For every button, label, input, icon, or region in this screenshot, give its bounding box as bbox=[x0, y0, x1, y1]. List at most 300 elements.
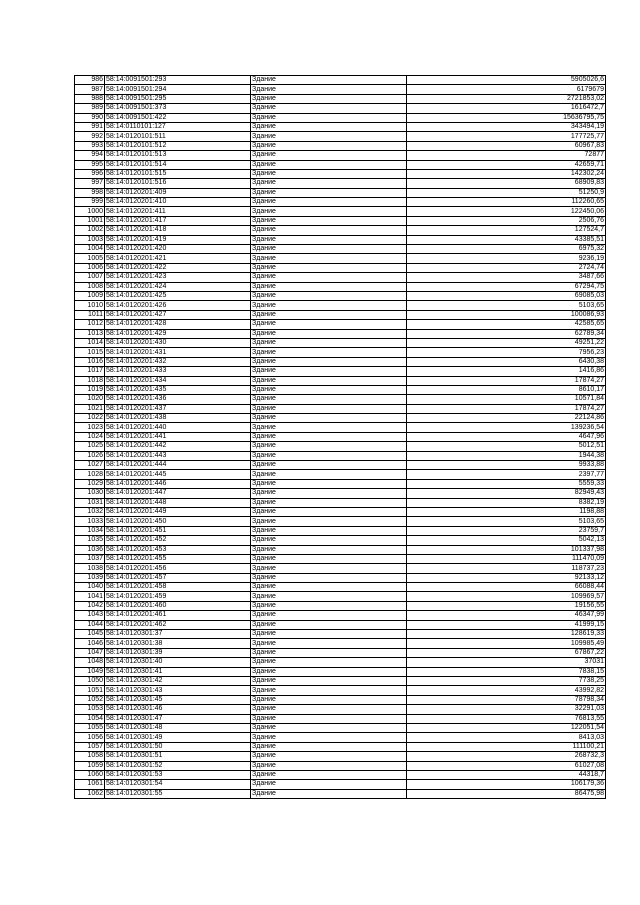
table-row bbox=[75, 395, 606, 404]
value-cell: 61027,08 bbox=[407, 761, 606, 770]
cadastral-number-cell: 58:14:0120201:436 bbox=[105, 395, 251, 404]
value-cell: 1198,88 bbox=[407, 507, 606, 516]
object-type-cell: Здание bbox=[251, 282, 407, 291]
value-cell: 51250,9 bbox=[407, 188, 606, 197]
row-number-cell: 1005 bbox=[75, 254, 105, 263]
row-number-cell: 1042 bbox=[75, 601, 105, 610]
row-number-cell: 1032 bbox=[75, 507, 105, 516]
value-cell: 1944,38 bbox=[407, 451, 606, 460]
value-cell: 19156,55 bbox=[407, 601, 606, 610]
value-cell: 43385,51 bbox=[407, 235, 606, 244]
cadastral-number-cell: 58:14:0120201:447 bbox=[105, 489, 251, 498]
object-type-cell: Здание bbox=[251, 479, 407, 488]
table-row bbox=[75, 385, 606, 394]
value-cell: 41999,15 bbox=[407, 620, 606, 629]
object-type-cell: Здание bbox=[251, 122, 407, 131]
value-cell: 122450,06 bbox=[407, 207, 606, 216]
table-row bbox=[75, 151, 606, 160]
value-cell: 82949,43 bbox=[407, 489, 606, 498]
cadastral-number-cell: 58:14:0120201:423 bbox=[105, 273, 251, 282]
table-row bbox=[75, 198, 606, 207]
row-number-cell: 1057 bbox=[75, 742, 105, 751]
table-row bbox=[75, 310, 606, 319]
cadastral-number-cell: 58:14:0120201:451 bbox=[105, 526, 251, 535]
table-row bbox=[75, 122, 606, 131]
object-type-cell: Здание bbox=[251, 667, 407, 676]
cadastral-number-cell: 58:14:0120201:440 bbox=[105, 423, 251, 432]
cadastral-number-cell: 58:14:0120101:515 bbox=[105, 169, 251, 178]
row-number-cell: 989 bbox=[75, 104, 105, 113]
table-row bbox=[75, 461, 606, 470]
table-row bbox=[75, 592, 606, 601]
table-row bbox=[75, 507, 606, 516]
table-row bbox=[75, 742, 606, 751]
value-cell: 5905026,6 bbox=[407, 76, 606, 85]
cadastral-number-cell: 58:14:0120301:37 bbox=[105, 630, 251, 639]
value-cell: 109985,49 bbox=[407, 639, 606, 648]
table-row bbox=[75, 169, 606, 178]
cadastral-number-cell: 58:14:0120201:453 bbox=[105, 545, 251, 554]
cadastral-number-cell: 58:14:0120201:444 bbox=[105, 461, 251, 470]
cadastral-number-cell: 58:14:0120301:46 bbox=[105, 705, 251, 714]
cadastral-number-cell: 58:14:0120201:431 bbox=[105, 348, 251, 357]
object-type-cell: Здание bbox=[251, 564, 407, 573]
row-number-cell: 1051 bbox=[75, 686, 105, 695]
row-number-cell: 1060 bbox=[75, 770, 105, 779]
object-type-cell: Здание bbox=[251, 517, 407, 526]
row-number-cell: 1058 bbox=[75, 752, 105, 761]
object-type-cell: Здание bbox=[251, 141, 407, 150]
table-row bbox=[75, 489, 606, 498]
value-cell: 106179,36 bbox=[407, 780, 606, 789]
value-cell: 5559,33 bbox=[407, 479, 606, 488]
row-number-cell: 1021 bbox=[75, 404, 105, 413]
table-row bbox=[75, 291, 606, 300]
object-type-cell: Здание bbox=[251, 254, 407, 263]
cadastral-number-cell: 58:14:0120201:435 bbox=[105, 385, 251, 394]
value-cell: 5103,65 bbox=[407, 301, 606, 310]
object-type-cell: Здание bbox=[251, 507, 407, 516]
value-cell: 49251,22 bbox=[407, 338, 606, 347]
table-row bbox=[75, 554, 606, 563]
row-number-cell: 1006 bbox=[75, 263, 105, 272]
cadastral-number-cell: 58:14:0091501:295 bbox=[105, 94, 251, 103]
value-cell: 111470,09 bbox=[407, 554, 606, 563]
object-type-cell: Здание bbox=[251, 780, 407, 789]
object-type-cell: Здание bbox=[251, 714, 407, 723]
row-number-cell: 1045 bbox=[75, 630, 105, 639]
object-type-cell: Здание bbox=[251, 536, 407, 545]
table-row bbox=[75, 545, 606, 554]
object-type-cell: Здание bbox=[251, 601, 407, 610]
object-type-cell: Здание bbox=[251, 169, 407, 178]
value-cell: 3487,66 bbox=[407, 273, 606, 282]
value-cell: 76813,55 bbox=[407, 714, 606, 723]
cadastral-number-cell: 58:14:0120201:452 bbox=[105, 536, 251, 545]
table-row bbox=[75, 470, 606, 479]
row-number-cell: 1027 bbox=[75, 461, 105, 470]
object-type-cell: Здание bbox=[251, 545, 407, 554]
value-cell: 7838,15 bbox=[407, 667, 606, 676]
row-number-cell: 995 bbox=[75, 160, 105, 169]
value-cell: 2506,76 bbox=[407, 216, 606, 225]
object-type-cell: Здание bbox=[251, 770, 407, 779]
table-row bbox=[75, 639, 606, 648]
value-cell: 343494,19 bbox=[407, 122, 606, 131]
row-number-cell: 992 bbox=[75, 132, 105, 141]
table-row bbox=[75, 611, 606, 620]
table-row bbox=[75, 601, 606, 610]
row-number-cell: 1020 bbox=[75, 395, 105, 404]
object-type-cell: Здание bbox=[251, 338, 407, 347]
table-row bbox=[75, 226, 606, 235]
cadastral-number-cell: 58:14:0120201:437 bbox=[105, 404, 251, 413]
cadastral-number-cell: 58:14:0120201:422 bbox=[105, 263, 251, 272]
value-cell: 9236,19 bbox=[407, 254, 606, 263]
row-number-cell: 1050 bbox=[75, 677, 105, 686]
row-number-cell: 1017 bbox=[75, 367, 105, 376]
value-cell: 69085,03 bbox=[407, 291, 606, 300]
cadastral-number-cell: 58:14:0120201:410 bbox=[105, 198, 251, 207]
row-number-cell: 1040 bbox=[75, 583, 105, 592]
row-number-cell: 1062 bbox=[75, 789, 105, 798]
value-cell: 62789,34 bbox=[407, 329, 606, 338]
table-row bbox=[75, 714, 606, 723]
object-type-cell: Здание bbox=[251, 752, 407, 761]
cadastral-number-cell: 58:14:0120201:426 bbox=[105, 301, 251, 310]
cadastral-number-cell: 58:14:0120201:425 bbox=[105, 291, 251, 300]
table-row bbox=[75, 357, 606, 366]
object-type-cell: Здание bbox=[251, 198, 407, 207]
cadastral-number-cell: 58:14:0120201:441 bbox=[105, 432, 251, 441]
value-cell: 127524,7 bbox=[407, 226, 606, 235]
object-type-cell: Здание bbox=[251, 583, 407, 592]
row-number-cell: 1008 bbox=[75, 282, 105, 291]
table-row bbox=[75, 564, 606, 573]
object-type-cell: Здание bbox=[251, 273, 407, 282]
object-type-cell: Здание bbox=[251, 573, 407, 582]
table-row bbox=[75, 573, 606, 582]
value-cell: 5103,65 bbox=[407, 517, 606, 526]
row-number-cell: 1035 bbox=[75, 536, 105, 545]
value-cell: 60967,83 bbox=[407, 141, 606, 150]
table-row bbox=[75, 348, 606, 357]
table-row bbox=[75, 245, 606, 254]
object-type-cell: Здание bbox=[251, 470, 407, 479]
row-number-cell: 1049 bbox=[75, 667, 105, 676]
object-type-cell: Здание bbox=[251, 310, 407, 319]
cadastral-number-cell: 58:14:0120301:43 bbox=[105, 686, 251, 695]
value-cell: 92133,12 bbox=[407, 573, 606, 582]
table-row bbox=[75, 695, 606, 704]
value-cell: 9933,88 bbox=[407, 461, 606, 470]
object-type-cell: Здание bbox=[251, 677, 407, 686]
row-number-cell: 996 bbox=[75, 169, 105, 178]
table-row bbox=[75, 207, 606, 216]
cadastral-number-cell: 58:14:0120301:52 bbox=[105, 761, 251, 770]
cadastral-number-cell: 58:14:0120201:450 bbox=[105, 517, 251, 526]
value-cell: 268732,3 bbox=[407, 752, 606, 761]
object-type-cell: Здание bbox=[251, 620, 407, 629]
value-cell: 7956,23 bbox=[407, 348, 606, 357]
cadastral-number-cell: 58:14:0120201:455 bbox=[105, 554, 251, 563]
row-number-cell: 1025 bbox=[75, 442, 105, 451]
row-number-cell: 1029 bbox=[75, 479, 105, 488]
object-type-cell: Здание bbox=[251, 489, 407, 498]
table-row bbox=[75, 141, 606, 150]
value-cell: 5012,51 bbox=[407, 442, 606, 451]
object-type-cell: Здание bbox=[251, 554, 407, 563]
row-number-cell: 1007 bbox=[75, 273, 105, 282]
row-number-cell: 1052 bbox=[75, 695, 105, 704]
cadastral-number-cell: 58:14:0120201:458 bbox=[105, 583, 251, 592]
row-number-cell: 1026 bbox=[75, 451, 105, 460]
value-cell: 6179679 bbox=[407, 85, 606, 94]
table-row bbox=[75, 76, 606, 85]
cadastral-number-cell: 58:14:0120101:514 bbox=[105, 160, 251, 169]
registry-table bbox=[74, 75, 606, 799]
object-type-cell: Здание bbox=[251, 404, 407, 413]
cadastral-number-cell: 58:14:0120201:429 bbox=[105, 329, 251, 338]
table-row bbox=[75, 442, 606, 451]
row-number-cell: 1053 bbox=[75, 705, 105, 714]
row-number-cell: 1004 bbox=[75, 245, 105, 254]
cadastral-number-cell: 58:14:0120101:516 bbox=[105, 179, 251, 188]
table-row bbox=[75, 188, 606, 197]
cadastral-number-cell: 58:14:0120201:428 bbox=[105, 320, 251, 329]
cadastral-number-cell: 58:14:0120301:39 bbox=[105, 648, 251, 657]
object-type-cell: Здание bbox=[251, 414, 407, 423]
object-type-cell: Здание bbox=[251, 705, 407, 714]
cadastral-number-cell: 58:14:0120201:459 bbox=[105, 592, 251, 601]
cadastral-number-cell: 58:14:0120301:50 bbox=[105, 742, 251, 751]
table-row bbox=[75, 179, 606, 188]
cadastral-number-cell: 58:14:0120201:462 bbox=[105, 620, 251, 629]
object-type-cell: Здание bbox=[251, 695, 407, 704]
object-type-cell: Здание bbox=[251, 357, 407, 366]
cadastral-number-cell: 58:14:0120201:434 bbox=[105, 376, 251, 385]
cadastral-number-cell: 58:14:0120201:418 bbox=[105, 226, 251, 235]
registry-table-body bbox=[75, 76, 606, 799]
object-type-cell: Здание bbox=[251, 179, 407, 188]
row-number-cell: 1002 bbox=[75, 226, 105, 235]
value-cell: 2397,77 bbox=[407, 470, 606, 479]
row-number-cell: 1056 bbox=[75, 733, 105, 742]
row-number-cell: 1022 bbox=[75, 414, 105, 423]
cadastral-number-cell: 58:14:0120201:446 bbox=[105, 479, 251, 488]
table-row bbox=[75, 94, 606, 103]
row-number-cell: 1039 bbox=[75, 573, 105, 582]
cadastral-number-cell: 58:14:0120301:49 bbox=[105, 733, 251, 742]
row-number-cell: 1038 bbox=[75, 564, 105, 573]
table-row bbox=[75, 479, 606, 488]
value-cell: 128619,33 bbox=[407, 630, 606, 639]
table-row bbox=[75, 423, 606, 432]
row-number-cell: 988 bbox=[75, 94, 105, 103]
row-number-cell: 1009 bbox=[75, 291, 105, 300]
value-cell: 6975,32 bbox=[407, 245, 606, 254]
object-type-cell: Здание bbox=[251, 367, 407, 376]
object-type-cell: Здание bbox=[251, 85, 407, 94]
object-type-cell: Здание bbox=[251, 742, 407, 751]
object-type-cell: Здание bbox=[251, 498, 407, 507]
cadastral-number-cell: 58:14:0120301:48 bbox=[105, 723, 251, 732]
table-row bbox=[75, 733, 606, 742]
row-number-cell: 1013 bbox=[75, 329, 105, 338]
cadastral-number-cell: 58:14:0120201:409 bbox=[105, 188, 251, 197]
table-row bbox=[75, 273, 606, 282]
table-row bbox=[75, 723, 606, 732]
value-cell: 118737,23 bbox=[407, 564, 606, 573]
value-cell: 17874,27 bbox=[407, 376, 606, 385]
table-row bbox=[75, 752, 606, 761]
table-row bbox=[75, 160, 606, 169]
row-number-cell: 1047 bbox=[75, 648, 105, 657]
object-type-cell: Здание bbox=[251, 348, 407, 357]
table-row bbox=[75, 338, 606, 347]
row-number-cell: 1031 bbox=[75, 498, 105, 507]
value-cell: 42659,71 bbox=[407, 160, 606, 169]
object-type-cell: Здание bbox=[251, 104, 407, 113]
row-number-cell: 990 bbox=[75, 113, 105, 122]
value-cell: 8610,17 bbox=[407, 385, 606, 394]
table-row bbox=[75, 282, 606, 291]
value-cell: 68909,83 bbox=[407, 179, 606, 188]
table-row bbox=[75, 658, 606, 667]
object-type-cell: Здание bbox=[251, 761, 407, 770]
row-number-cell: 1037 bbox=[75, 554, 105, 563]
cadastral-number-cell: 58:14:0120201:448 bbox=[105, 498, 251, 507]
value-cell: 1416,86 bbox=[407, 367, 606, 376]
value-cell: 10571,84 bbox=[407, 395, 606, 404]
row-number-cell: 993 bbox=[75, 141, 105, 150]
value-cell: 2724,74 bbox=[407, 263, 606, 272]
value-cell: 15636795,75 bbox=[407, 113, 606, 122]
value-cell: 17874,27 bbox=[407, 404, 606, 413]
table-row bbox=[75, 648, 606, 657]
row-number-cell: 998 bbox=[75, 188, 105, 197]
object-type-cell: Здание bbox=[251, 461, 407, 470]
cadastral-number-cell: 58:14:0120301:40 bbox=[105, 658, 251, 667]
value-cell: 67294,75 bbox=[407, 282, 606, 291]
cadastral-number-cell: 58:14:0120201:443 bbox=[105, 451, 251, 460]
row-number-cell: 1044 bbox=[75, 620, 105, 629]
value-cell: 72877 bbox=[407, 151, 606, 160]
object-type-cell: Здание bbox=[251, 611, 407, 620]
row-number-cell: 1030 bbox=[75, 489, 105, 498]
value-cell: 8382,19 bbox=[407, 498, 606, 507]
cadastral-number-cell: 58:14:0120301:54 bbox=[105, 780, 251, 789]
object-type-cell: Здание bbox=[251, 423, 407, 432]
cadastral-number-cell: 58:14:0091501:373 bbox=[105, 104, 251, 113]
row-number-cell: 1019 bbox=[75, 385, 105, 394]
row-number-cell: 1048 bbox=[75, 658, 105, 667]
object-type-cell: Здание bbox=[251, 432, 407, 441]
value-cell: 139236,54 bbox=[407, 423, 606, 432]
object-type-cell: Здание bbox=[251, 235, 407, 244]
row-number-cell: 1018 bbox=[75, 376, 105, 385]
cadastral-number-cell: 58:14:0120101:512 bbox=[105, 141, 251, 150]
object-type-cell: Здание bbox=[251, 132, 407, 141]
value-cell: 22124,86 bbox=[407, 414, 606, 423]
table-row bbox=[75, 451, 606, 460]
row-number-cell: 1024 bbox=[75, 432, 105, 441]
value-cell: 43992,82 bbox=[407, 686, 606, 695]
cadastral-number-cell: 58:14:0120201:457 bbox=[105, 573, 251, 582]
cadastral-number-cell: 58:14:0120201:420 bbox=[105, 245, 251, 254]
cadastral-number-cell: 58:14:0120101:513 bbox=[105, 151, 251, 160]
object-type-cell: Здание bbox=[251, 376, 407, 385]
value-cell: 66088,44 bbox=[407, 583, 606, 592]
object-type-cell: Здание bbox=[251, 630, 407, 639]
cadastral-number-cell: 58:14:0120201:427 bbox=[105, 310, 251, 319]
value-cell: 4647,96 bbox=[407, 432, 606, 441]
cadastral-number-cell: 58:14:0091501:422 bbox=[105, 113, 251, 122]
row-number-cell: 1054 bbox=[75, 714, 105, 723]
cadastral-number-cell: 58:14:0120201:430 bbox=[105, 338, 251, 347]
object-type-cell: Здание bbox=[251, 395, 407, 404]
row-number-cell: 1000 bbox=[75, 207, 105, 216]
object-type-cell: Здание bbox=[251, 94, 407, 103]
cadastral-number-cell: 58:14:0120201:424 bbox=[105, 282, 251, 291]
cadastral-number-cell: 58:14:0120201:432 bbox=[105, 357, 251, 366]
table-row bbox=[75, 367, 606, 376]
table-row bbox=[75, 517, 606, 526]
table-row bbox=[75, 216, 606, 225]
row-number-cell: 1055 bbox=[75, 723, 105, 732]
row-number-cell: 1023 bbox=[75, 423, 105, 432]
table-row bbox=[75, 526, 606, 535]
row-number-cell: 1014 bbox=[75, 338, 105, 347]
table-row bbox=[75, 620, 606, 629]
value-cell: 37031 bbox=[407, 658, 606, 667]
table-row bbox=[75, 536, 606, 545]
value-cell: 67867,22 bbox=[407, 648, 606, 657]
row-number-cell: 1012 bbox=[75, 320, 105, 329]
table-row bbox=[75, 414, 606, 423]
cadastral-number-cell: 58:14:0120201:449 bbox=[105, 507, 251, 516]
cadastral-number-cell: 58:14:0120201:433 bbox=[105, 367, 251, 376]
table-row bbox=[75, 235, 606, 244]
object-type-cell: Здание bbox=[251, 188, 407, 197]
object-type-cell: Здание bbox=[251, 639, 407, 648]
value-cell: 23759,7 bbox=[407, 526, 606, 535]
object-type-cell: Здание bbox=[251, 113, 407, 122]
value-cell: 111100,21 bbox=[407, 742, 606, 751]
cadastral-number-cell: 58:14:0120301:42 bbox=[105, 677, 251, 686]
value-cell: 2721853,02 bbox=[407, 94, 606, 103]
object-type-cell: Здание bbox=[251, 686, 407, 695]
object-type-cell: Здание bbox=[251, 151, 407, 160]
value-cell: 86475,98 bbox=[407, 789, 606, 798]
table-row bbox=[75, 254, 606, 263]
table-row bbox=[75, 630, 606, 639]
value-cell: 8413,03 bbox=[407, 733, 606, 742]
object-type-cell: Здание bbox=[251, 301, 407, 310]
row-number-cell: 991 bbox=[75, 122, 105, 131]
object-type-cell: Здание bbox=[251, 329, 407, 338]
object-type-cell: Здание bbox=[251, 592, 407, 601]
value-cell: 112260,65 bbox=[407, 198, 606, 207]
cadastral-number-cell: 58:14:0091501:293 bbox=[105, 76, 251, 85]
table-row bbox=[75, 780, 606, 789]
row-number-cell: 1001 bbox=[75, 216, 105, 225]
cadastral-number-cell: 58:14:0120201:438 bbox=[105, 414, 251, 423]
cadastral-number-cell: 58:14:0120201:419 bbox=[105, 235, 251, 244]
object-type-cell: Здание bbox=[251, 76, 407, 85]
table-row bbox=[75, 132, 606, 141]
value-cell: 7738,25 bbox=[407, 677, 606, 686]
